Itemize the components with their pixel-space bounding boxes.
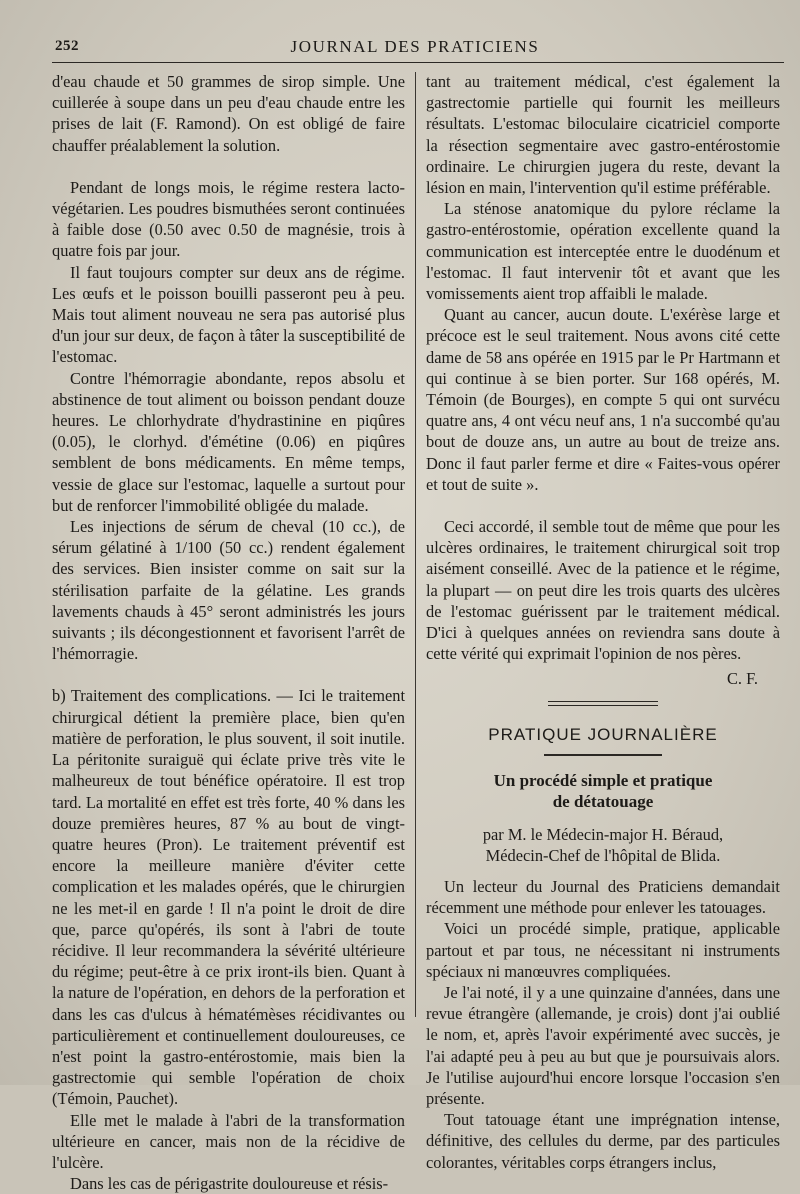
paragraph: Contre l'hémorragie abondante, repos absolu et abstinence de tout aliment ou boisson pendant douze heures. Le chlorhydrate d'hydrastinine en piqûres (0.05), le clorhyd. d'émétine (0.06) en piqûres semblent de bons médicaments. En même temps, vessie de glace sur l'estomac, laquelle a surtout pour but de renforcer l'immobilité obligée du malade. (52, 368, 405, 515)
paragraph: Pendant de longs mois, le régime restera lacto-végétarien. Les poudres bismuthées seront continuées à faible dose (0.50 avec 0.50 de magnésie, trois à quatre fois par jour. (52, 177, 405, 261)
paragraph: Je l'ai noté, il y a une quinzaine d'années, dans une revue étrangère (allemande, je crois) dont j'ai oublié le nom, et, après l'avoir expérimenté avec succès, je l'ai adapté peu à peu au but que je poursuivais alors. Je l'utilise aujourd'hui encore lorsque l'occasion s'en présente. (426, 982, 780, 1108)
paragraph: Elle met le malade à l'abri de la transformation ultérieure en cancer, mais non de la récidive de l'ulcère. (52, 1110, 405, 1172)
paragraph: tant au traitement médical, c'est également la gastrectomie partielle qui fournit les meilleurs résultats. L'estomac biloculaire cicatriciel comporte la résection segmentaire avec gastro-entérostomie ordinaire. Le chirurgien jugera du reste, devant la lésion en main, l'intervention qu'il estime préférable. (426, 72, 780, 198)
section-separator-thin (548, 705, 658, 706)
right-column (426, 71, 780, 1173)
article-title-line: de détatouage (552, 791, 654, 811)
header-rule (52, 62, 784, 63)
paragraph: b) Traitement des complications. — Ici le traitement chirurgical détient la première place, bien qu'en matière de perforation, le plus souvent, il soit inutile. La péritonite suraiguë qui éclate prive très vite le malheureux de tout bénéfice opératoire. Il est trop tard. La mortalité en effet est très forte, 40 % dans les douze premières heures, 87 % au bout de vingt-quatre heures (Pron). Le traitement préventif est encore la meilleure manière d'éviter cette complication et les malades opérés, que le chirurgien ne les met-il en garde ! Il n'a point le droit de dire que, parce qu'opérés, ils sont à l'abri de toute récidive. Il leur recommandera la sévérité ultérieure du régime; peut-être à ce prix iront-ils bien. Quant à la nature de l'opération, en dehors de la perforation et dans les cas d'ulcus à hématémèses récidivantes ou particulièrement et continuellement douloureuses, ce n'est point la gastro-entérostomie, mais bien la gastrectomie qui semble l'opération de choix (Témoin, Pauchet). (52, 686, 405, 1109)
author-signature: C. F. (726, 669, 758, 689)
article-title (426, 770, 780, 812)
section-separator (548, 701, 658, 702)
paragraph: Un lecteur du Journal des Praticiens demandait récemment une méthode pour enlever les tatouages. (426, 876, 780, 918)
paragraph: d'eau chaude et 50 grammes de sirop simple. Une cuillerée à soupe dans un peu d'eau chaude entre les prises de lait (F. Ramond). On est obligé de faire chauffer préalablement la solution. (52, 72, 405, 155)
article-byline: par M. le Médecin-major H. Béraud, (482, 824, 724, 844)
paragraph: Voici un procédé simple, pratique, applicable partout et par tous, ne nécessitant ni instruments spéciaux ni manœuvres compliquées. (426, 919, 780, 981)
article-byline-affiliation: Médecin-Chef de l'hôpital de Blida. (485, 845, 721, 865)
paragraph: Tout tatouage étant une imprégnation intense, définitive, des cellules du derme, par des particules colorantes, véritables corps étrangers inclus, (426, 1110, 780, 1172)
running-title: JOURNAL DES PRATICIENS (290, 37, 540, 56)
page-header (55, 34, 775, 56)
column-divider (415, 72, 416, 1017)
paragraph: La sténose anatomique du pylore réclame la gastro-entérostomie, opération excellente quand la communication est interceptée entre le duodénum et l'estomac. Il faut intervenir tôt et avant que les vomissements aient trop affaibli le malade. (426, 199, 780, 304)
page-number: 252 (55, 38, 79, 54)
article-title-line: Un procédé simple et pratique (493, 770, 713, 790)
left-column (52, 71, 405, 1194)
paragraph: Les injections de sérum de cheval (10 cc.), de sérum gélatiné à 1/100 (50 cc.) rendent également des services. Bien insister comme on sait sur la stérilisation parfaite de la gélatine. Les grands lavements chauds à 45° seront administrés les jours suivants ; ils décongestionnent et favorisent l'arrêt de l'hémorragie. (52, 517, 405, 664)
section-heading-rule (544, 754, 662, 756)
section-heading: PRATIQUE JOURNALIÈRE (488, 724, 718, 744)
paragraph: Dans les cas de périgastrite douloureuse et résis- (70, 1174, 389, 1194)
paragraph: Ceci accordé, il semble tout de même que pour les ulcères ordinaires, le traitement chirurgical soit trop aisément conseillé. Avec de la patience et le régime, la plupart — on peut dire les trois quarts des ulcères de l'estomac guérissent par le traitement médical. D'ici à quelques années on reviendra sans doute à cette vérité qui exprimait l'opinion de nos pères. (426, 517, 780, 664)
paragraph: Il faut toujours compter sur deux ans de régime. Les œufs et le poisson bouilli passeront peu à peu. Mais tout aliment nouveau ne sera pas autorisé plus d'un jour sur deux, de façon à tâter la susceptibilité de l'estomac. (52, 262, 405, 367)
paragraph: Quant au cancer, aucun doute. L'exérèse large et précoce est le seul traitement. Nous avons cité cette dame de 58 ans opérée en 1915 par le Pr Hartmann et qui continue à se bien porter. Sur 168 opérés, M. Témoin (de Bourges), en compte 5 qui ont survécu quatre ans, 4 ont vécu neuf ans, 1 n'a succombé qu'au bout de douze ans, un autre au bout de treize ans. Donc il faut parler ferme et dire « Faites-vous opérer et tout de suite ». (426, 305, 780, 494)
